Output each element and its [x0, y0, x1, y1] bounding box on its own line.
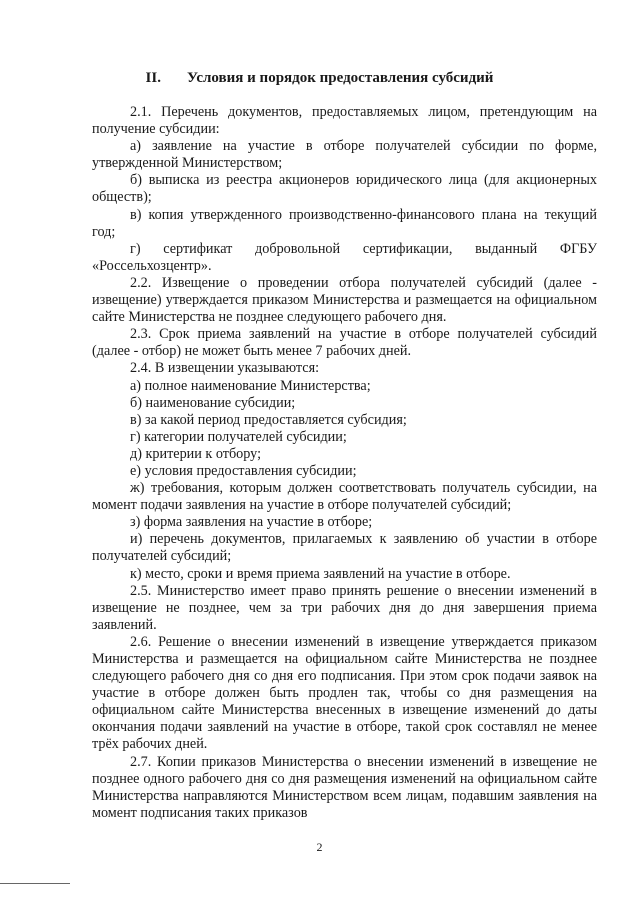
section-title: Условия и порядок предоставления субсидий — [186, 70, 494, 86]
paragraph-2-7: 2.7. Копии приказов Министерства о внесении изменений в извещение не позднее одного рабочего дня со дня размещения изменений на официальном сайте Министерства направляются Министерством всем лицам, подавшим заявления на момент подписания таких приказов — [92, 753, 597, 821]
notice-item-a: а) полное наименование Министерства; — [130, 377, 371, 394]
notice-item-g: г) категории получателей субсидии; — [130, 428, 347, 445]
paragraph-2-1: 2.1. Перечень документов, предоставляемых лицом, претендующим на получение субсидии: — [92, 104, 597, 138]
paragraph-2-4: 2.4. В извещении указываются: — [130, 360, 320, 377]
section-heading — [0, 70, 639, 87]
notice-item-zh: ж) требования, которым должен соответствовать получатель субсидии, на момент подачи заявления на участие в отборе получателей субсидий; — [92, 480, 597, 514]
notice-item-v: в) за какой период предоставляется субсидия; — [130, 411, 407, 428]
notice-item-k: к) место, сроки и время приема заявлений на участие в отборе. — [130, 565, 511, 582]
notice-item-b: б) наименование субсидии; — [130, 394, 296, 411]
page-number: 2 — [316, 840, 323, 854]
paragraph-2-2: 2.2. Извещение о проведении отбора получателей субсидий (далее - извещение) утверждается приказом Министерства и размещается на официальном сайте Министерства не позднее следующего рабочего дня. — [92, 274, 597, 326]
notice-item-i: и) перечень документов, прилагаемых к заявлению об участии в отборе получателей субсидий; — [92, 531, 597, 565]
list-item-a: а) заявление на участие в отборе получателей субсидии по форме, утвержденной Министерством; — [92, 138, 597, 172]
section-number: II. — [145, 70, 161, 86]
document-body — [92, 104, 597, 822]
paragraph-2-5: 2.5. Министерство имеет право принять решение о внесении изменений в извещение не позднее, чем за три рабочих дня до дня завершения приема заявлений. — [92, 582, 597, 633]
paragraph-2-6: 2.6. Решение о внесении изменений в извещение утверждается приказом Министерства и размещается на официальном сайте Министерства не позднее следующего рабочего дня со дня его подписания. При этом срок подачи заявок на участие в отборе должен быть продлен так, чтобы со дня размещения на официальном сайте Министерства внесенных в извещение изменений до даты окончания подачи заявлений на участие в отборе, такой срок составлял не менее трёх рабочих дней. — [92, 633, 597, 753]
paragraph-2-3: 2.3. Срок приема заявлений на участие в отборе получателей субсидий (далее - отбор) не может быть менее 7 рабочих дней. — [92, 326, 597, 360]
list-item-g: г) сертификат добровольной сертификации, выданный ФГБУ «Россельхозцентр». — [92, 240, 597, 274]
list-item-v: в) копия утвержденного производственно-финансового плана на текущий год; — [92, 206, 597, 240]
notice-item-e: е) условия предоставления субсидии; — [130, 462, 357, 479]
notice-item-d: д) критерии к отбору; — [130, 445, 262, 462]
list-item-b: б) выписка из реестра акционеров юридического лица (для акционерных обществ); — [92, 172, 597, 206]
footer-line — [0, 883, 70, 884]
notice-item-z: з) форма заявления на участие в отборе; — [130, 514, 373, 531]
